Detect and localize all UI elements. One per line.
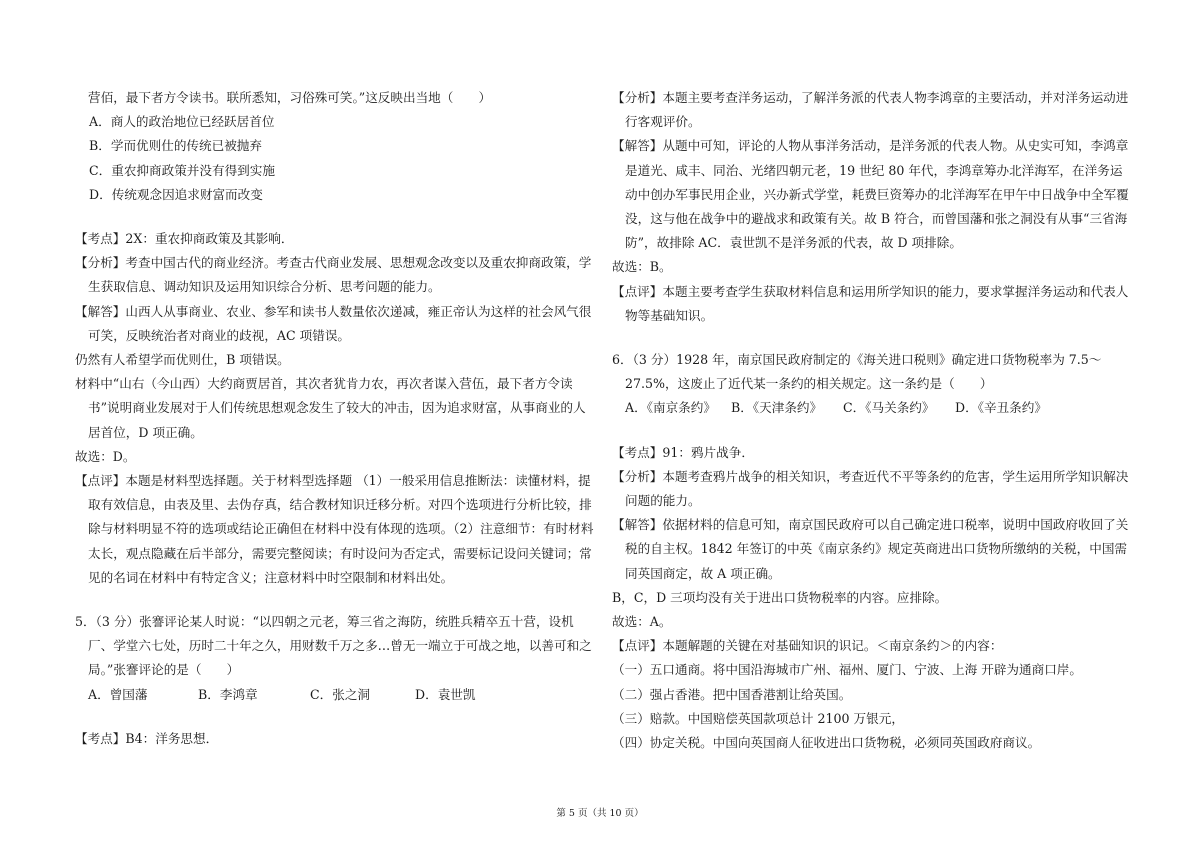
question-6-stem: 6．（3 分）1928 年，南京国民政府制定的《海关进口税则》确定进口货物税率为 7.5～27.5%，这废止了近代某一条约的相关规定。这一条约是（ ）: [612, 352, 1102, 392]
jieda-label: 【解答】: [612, 138, 663, 154]
dianping-text: 本题主要考查学生获取材料信息和运用所学知识的能力，要求掌握洋务运动和代表人物等基础知识。: [625, 283, 1129, 323]
question-4-option-b: B．学而优则仕的传统已被抛弃: [89, 138, 262, 154]
question-6-kaodian: [612, 441, 1132, 465]
question-6-option-a: A．《南京条约》: [625, 400, 716, 416]
treaty-item-1: （一）五口通商。将中国沿海城市广州、福州、厦门、宁波、上海 开辟为通商口岸。: [612, 662, 1082, 678]
jieda-text: 依据材料的信息可知，南京国民政府可以自己确定进口税率，说明中国政府收回了关税的自主权。1842 年签订的中英《南京条约》规定英商进出口货物所缴纳的关税，中国需同英国商定，故 A 项正确。: [625, 517, 1129, 581]
question-5-dianping: [612, 280, 1132, 328]
kaodian-text: B4：洋务思想．: [125, 730, 219, 746]
question-5-jieda: [612, 134, 1132, 255]
question-4-option-d: D．传统观念因追求财富而改变: [89, 186, 263, 202]
treaty-item-2: （二）强占香港。把中国香港割让给英国。: [612, 686, 852, 702]
dianping-text: 本题是材料型选择题。关于材料型选择题 （1）一般采用信息推断法：读懂材料，提取有效信息，由表及里、去伪存真，结合教材知识迁移分析。对四个选项进行分析比较，排除与材料明显不符的选项或结论正确但在材料中没有体现的选项。（2）注意细节：有时材料太长，观点隐藏在后半部分，需要完整阅读；有时设问为否定式，需要标记设问关键词；常见的名词在材料中有特定含义；注意材料中时空限制和材料出处。: [88, 473, 594, 585]
question-4-option-c: C．重农抑商政策并没有得到实施: [89, 162, 275, 178]
question-5-answer: 故选：B。: [612, 259, 672, 275]
kaodian-text: 2X：重农抑商政策及其影响．: [125, 231, 294, 247]
fenxi-text: 本题主要考查洋务运动，了解洋务派的代表人物李鸿章的主要活动，并对洋务运动进行客观评价。: [625, 90, 1129, 130]
jieda-text: 山西人从事商业、农业、参军和读书人数量依次递减，雍正帝认为这样的社会风气很可笑，反映统治者对商业的歧视，AC 项错误。: [88, 303, 592, 343]
dianping-text: 本题解题的关键在对基础知识的识记。＜南京条约＞的内容：: [662, 638, 1003, 654]
fenxi-label: 【分析】: [612, 468, 663, 484]
question-5-option-c: C．张之洞: [310, 686, 371, 702]
question-4-kaodian: [75, 227, 595, 251]
question-5-kaodian: [75, 727, 595, 751]
jieda-label: 【解答】: [612, 517, 663, 533]
kaodian-label: 【考点】: [75, 231, 126, 247]
question-6-fenxi: [612, 465, 1132, 513]
question-5-options: [75, 683, 595, 707]
dianping-label: 【点评】: [612, 638, 663, 654]
jieda-label: 【解答】: [75, 303, 126, 319]
question-6-dianping: [612, 634, 1132, 658]
question-4-jieda: [75, 300, 595, 348]
treaty-item-3: （三）赔款。中国赔偿英国款项总计 2100 万银元，: [612, 710, 904, 726]
question-6-option-d: D．《辛丑条约》: [955, 400, 1047, 416]
question-4-jieda-line-2: 仍然有人希望学而优则仕，B 项错误。: [75, 352, 290, 368]
question-5-option-a: A．曾国藩: [88, 686, 148, 702]
dianping-label: 【点评】: [75, 473, 126, 489]
left-column: [75, 86, 595, 751]
jieda-text: 从题中可知，评论的人物从事洋务活动，是洋务派的代表人物。从史实可知，李鸿章是道光、咸丰、同治、光绪四朝元老，19 世纪 80 年代，李鸿章筹办北洋海军，在洋务运动中创办军事民用企业，兴办新式学堂，耗费巨资筹办的北洋海军在甲午中日战争中全军覆没，这与他在战争中的避战求和政策有关。故 B 符合，而曾国藩和张之洞没有从事“三省海防”，故排除 AC．袁世凯不是洋务派的代表，故 D 项排除。: [625, 138, 1129, 251]
question-4-answer: 故选：D。: [75, 448, 136, 464]
fenxi-text: 本题考查鸦片战争的相关知识，考查近代不平等条约的危害，学生运用所学知识解决问题的能力。: [625, 468, 1129, 509]
question-5-option-d: D．袁世凯: [415, 686, 476, 702]
fenxi-label: 【分析】: [612, 90, 663, 105]
treaty-item-4: （四）协定关税。中国向英国商人征收进出口货物税，必须同英国政府商议。: [612, 735, 1041, 751]
dianping-label: 【点评】: [612, 283, 663, 299]
kaodian-label: 【考点】: [75, 730, 126, 746]
question-6-option-b: B．《天津条约》: [731, 400, 823, 416]
question-6-option-c: C．《马关条约》: [843, 400, 935, 416]
page-footer: 第 5 页（共 10 页）: [556, 808, 644, 819]
question-4-option-a: A．商人的政治地位已经跃居首位: [89, 114, 275, 130]
right-column: [612, 86, 1132, 755]
kaodian-text: 91：鸦片战争．: [662, 444, 754, 460]
question-4-jieda-line-3: 材料中“山右（今山西）大约商贾居首，其次者犹肯力农，再次者谋入营伍，最下者方令读书”说明商业发展对于人们传统思想观念发生了较大的冲击，因为追求财富，从事商业的人居首位，D 项正确。: [75, 376, 586, 440]
question-4-stem-tail: 营佰，最下者方令读书。联所悉知，习俗殊可笑。”这反映出当地（ ）: [88, 90, 492, 105]
question-6-jieda-line-2: B，C，D 三项均没有关于进出口货物税率的内容。应排除。: [612, 589, 948, 605]
fenxi-text: 考查中国古代的商业经济。考查古代商业发展、思想观念改变以及重农抑商政策，学生获取信息、调动知识及运用知识综合分析、思考问题的能力。: [88, 255, 592, 295]
fenxi-label: 【分析】: [75, 255, 126, 271]
kaodian-label: 【考点】: [612, 444, 663, 460]
question-4-fenxi: [75, 251, 595, 299]
question-5-stem: 5．（3 分）张謇评论某人时说：“以四朝之元老，筹三省之海防，统胜兵精卒五十营，设机厂、学堂六七处，历时二十年之久，用财数千万之多…曾无一端立于可战之地，以善可和之局。”张謇评论的是（ ）: [75, 614, 592, 678]
question-6-options: [612, 396, 1132, 420]
question-6-jieda: [612, 513, 1132, 586]
question-5-fenxi: [612, 86, 1132, 134]
question-6-answer: 故选：A。: [612, 614, 672, 630]
question-5-option-b: B．李鸿章: [198, 686, 258, 702]
question-4-dianping: [75, 469, 595, 590]
